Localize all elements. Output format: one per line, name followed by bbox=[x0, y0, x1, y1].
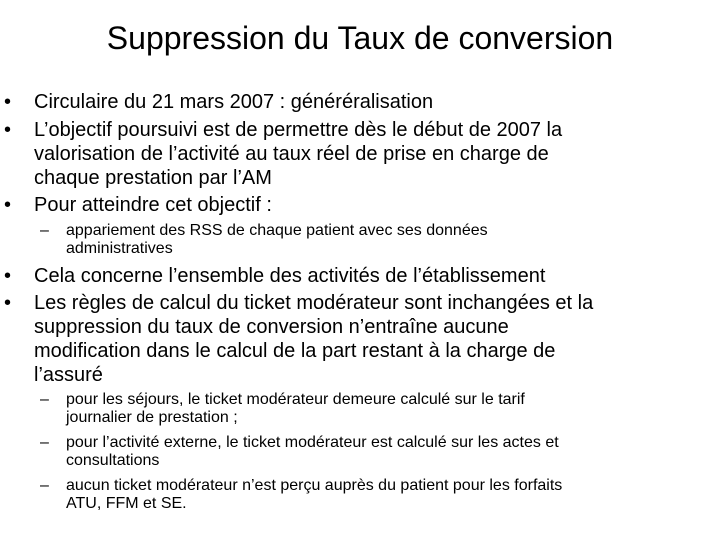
bullet-text: Les règles de calcul du ticket modérateur sont inchangées et la suppression du taux de conversion n’entraîne aucune modification dans le calcul de la part restant à la charge de l’assuré bbox=[34, 292, 594, 386]
bullet-marker: • bbox=[4, 292, 12, 314]
sub-bullet-marker: – bbox=[40, 434, 49, 451]
sub-bullet-marker: – bbox=[40, 222, 49, 239]
bullet-marker: • bbox=[4, 119, 12, 141]
bullet-text: L’objectif poursuivi est de permettre dès le début de 2007 la valorisation de l’activité au taux réel de prise en charge de chaque prestation par l’AM bbox=[34, 119, 563, 189]
bullet-marker: • bbox=[4, 91, 12, 113]
slide-title: Suppression du Taux de conversion bbox=[106, 20, 614, 56]
sub-bullet-text: pour l’activité externe, le ticket modérateur est calculé sur les actes et consultations bbox=[66, 434, 559, 469]
sub-bullet-text: aucun ticket modérateur n’est perçu auprès du patient pour les forfaits ATU, FFM et SE. bbox=[66, 477, 563, 512]
bullet-marker: • bbox=[4, 265, 12, 287]
bullet-marker: • bbox=[4, 194, 12, 216]
sub-bullet-text: pour les séjours, le ticket modérateur demeure calculé sur le tarif journalier de prestation ; bbox=[66, 391, 525, 426]
sub-bullet-marker: – bbox=[40, 477, 49, 494]
bullet-text: Pour atteindre cet objectif : bbox=[34, 194, 272, 216]
sub-bullet-marker: – bbox=[40, 391, 49, 408]
bullet-text: Circulaire du 21 mars 2007 : généréralisation bbox=[34, 91, 434, 113]
sub-bullet-text: appariement des RSS de chaque patient avec ses données administratives bbox=[66, 222, 488, 257]
bullet-text: Cela concerne l’ensemble des activités de l’établissement bbox=[34, 265, 546, 287]
